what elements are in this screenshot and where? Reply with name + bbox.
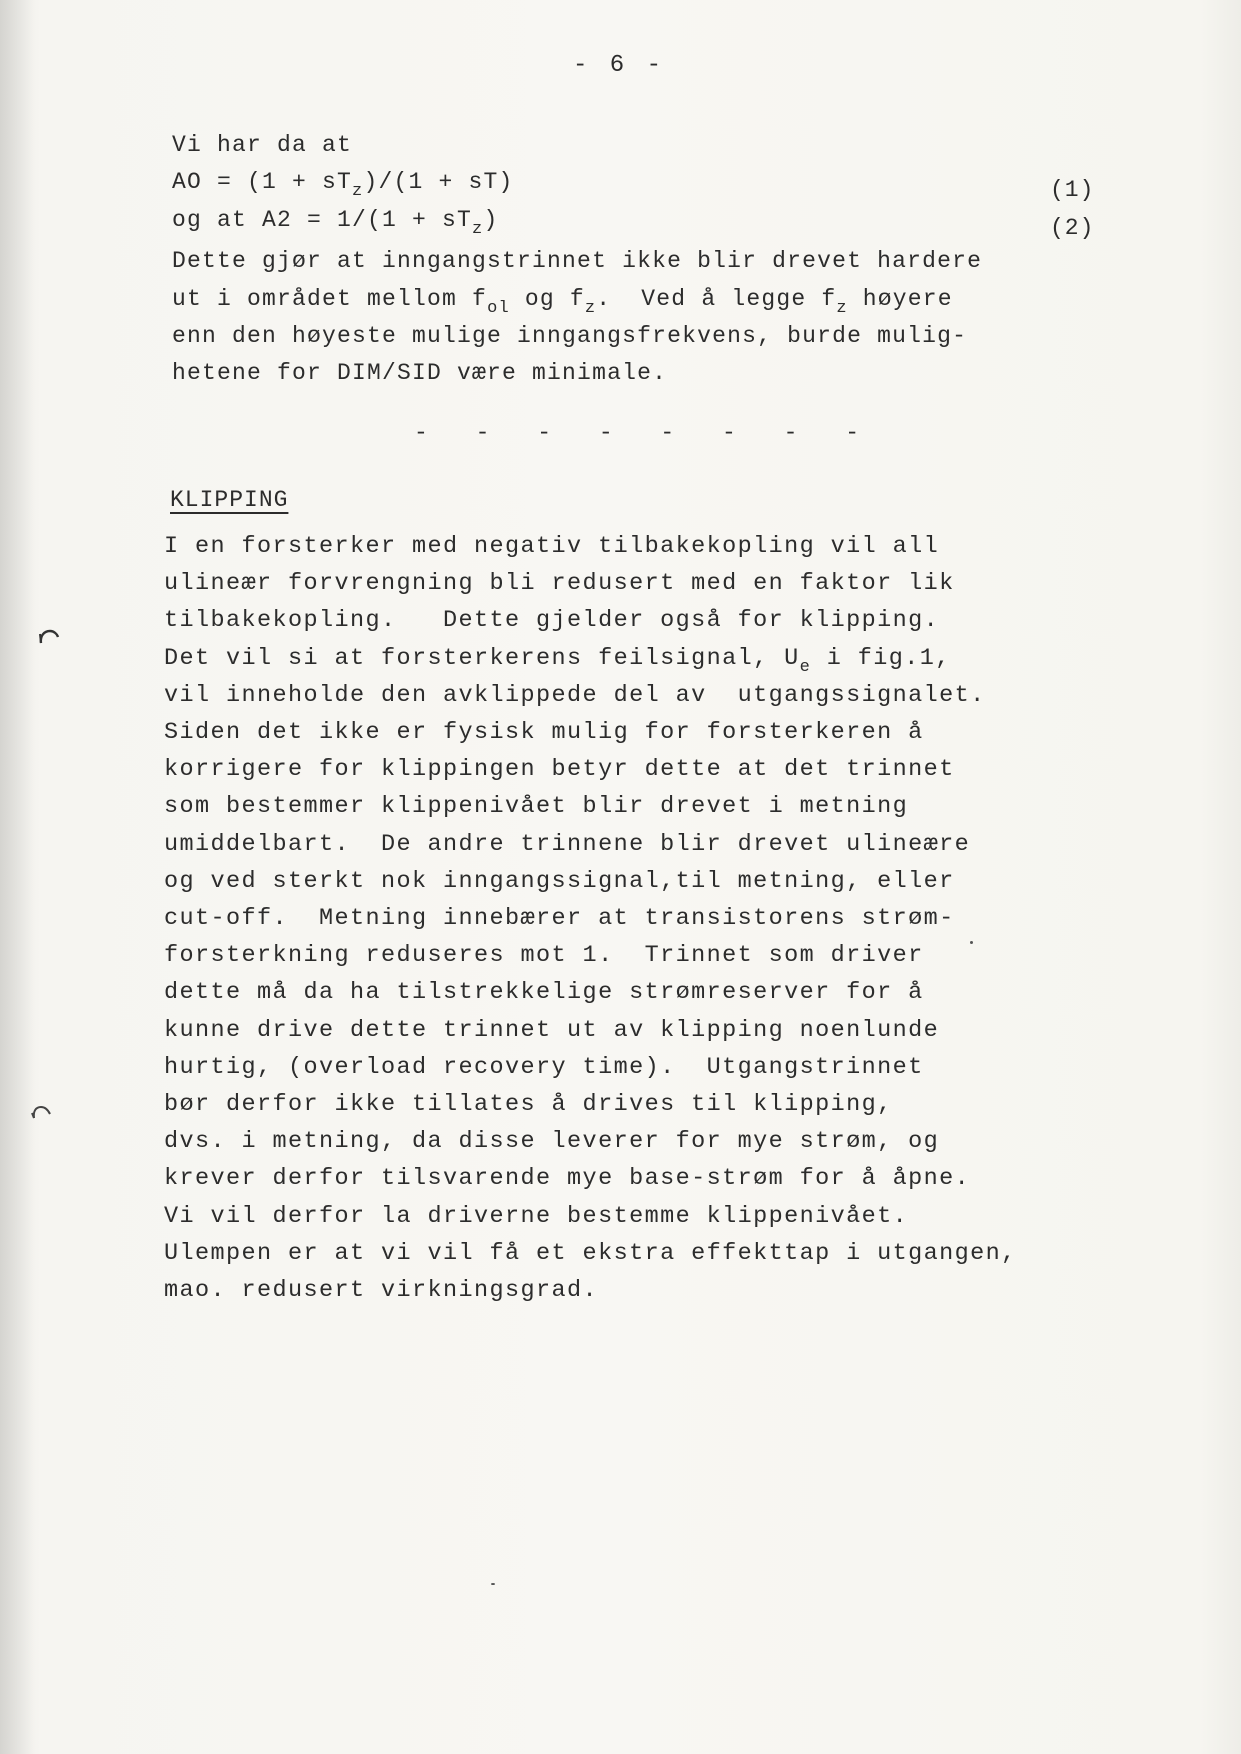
section-line: cut-off. Metning innebærer at transistorens strøm-	[164, 905, 955, 932]
section-line: Siden det ikke er fysisk mulig for forsterkeren å	[164, 719, 924, 746]
section-line: vil inneholde den avklippede del av utgangssignalet.	[164, 681, 986, 709]
intro-line-6: enn den høyeste mulige inngangsfrekvens, burde mulig-	[172, 323, 968, 349]
margin-mark-2	[30, 1103, 52, 1121]
section-line: dvs. i metning, da disse leverer for mye strøm, og	[164, 1128, 940, 1156]
eq1-subscript: z	[352, 182, 364, 201]
eq2-part-b: )	[483, 207, 499, 233]
line5-sub-ol: ol	[487, 299, 510, 318]
line5-part-a: ut i området mellom f	[172, 286, 488, 312]
section-heading: KLIPPING	[170, 487, 289, 513]
intro-line-4: Dette gjør at inngangstrinnet ikke blir drevet hardere	[172, 248, 983, 274]
section-line: dette må da ha tilstrekkelige strømreserver for å	[164, 979, 924, 1007]
equation-1	[172, 171, 513, 200]
scan-shadow	[0, 0, 34, 1754]
section-line: bør derfor ikke tillates å drives til klipping,	[164, 1091, 893, 1118]
fig-line-part-b: i fig.1,	[811, 644, 951, 672]
section-line: korrigere for klippingen betyr dette at det trinnet	[164, 756, 955, 784]
section-line: krever derfor tilsvarende mye base-strøm for å åpne.	[164, 1165, 971, 1193]
equation-1-number: (1)	[1050, 177, 1095, 203]
section-line: hurtig, (overload recovery time). Utgangstrinnet	[164, 1053, 924, 1081]
intro-line-5	[172, 288, 953, 317]
section-line: mao. redusert virkningsgrad.	[164, 1277, 599, 1304]
intro-line-7: hetene for DIM/SID være minimale.	[172, 360, 668, 386]
equation-2	[172, 209, 498, 238]
section-line-fig	[164, 644, 951, 677]
section-line: og ved sterkt nok inngangssignal,til metning, eller	[164, 867, 955, 895]
line5-sub-z1: z	[584, 299, 597, 318]
section-line: I en forsterker med negativ tilbakekopling vil all	[164, 533, 940, 560]
line5-part-d: høyere	[847, 286, 953, 312]
intro-line-1: Vi har da at	[172, 132, 353, 158]
section-line: Vi vil derfor la driverne bestemme klippenivået.	[164, 1202, 909, 1230]
section-line: kunne drive dette trinnet ut av klipping noenlunde	[164, 1016, 940, 1044]
line5-part-c: . Ved å legge f	[596, 286, 837, 312]
line5-part-b: og f	[509, 286, 585, 312]
eq1-part-b: )/(1 + sT)	[363, 169, 514, 195]
eq2-subscript: z	[472, 220, 484, 239]
eq2-part-a: og at A2 = 1/(1 + sT	[172, 207, 473, 233]
section-line: ulineær forvrengning bli redusert med en faktor lik	[164, 570, 955, 598]
ink-speck	[491, 1583, 495, 1585]
section-divider: - - - - - - - -	[414, 420, 877, 446]
section-line: umiddelbart. De andre trinnene blir drevet ulineære	[164, 830, 971, 858]
equation-2-number: (2)	[1050, 215, 1095, 241]
section-line: tilbakekopling. Dette gjelder også for klipping.	[164, 607, 940, 635]
page-number: - 6 -	[573, 52, 666, 79]
line5-sub-z2: z	[836, 299, 848, 318]
fig-line-part-a: Det vil si at forsterkerens feilsignal, U	[164, 644, 800, 672]
ink-speck	[970, 941, 973, 944]
section-line: som bestemmer klippenivået blir drevet i metning	[164, 793, 909, 821]
section-line: Ulempen er at vi vil få et ekstra effekttap i utgangen,	[164, 1239, 1017, 1267]
fig-line-subscript: e	[799, 657, 812, 677]
eq1-part-a: AO = (1 + sT	[172, 169, 353, 195]
section-line: forsterkning reduseres mot 1. Trinnet som driver	[164, 942, 924, 970]
margin-mark-1	[38, 628, 60, 646]
